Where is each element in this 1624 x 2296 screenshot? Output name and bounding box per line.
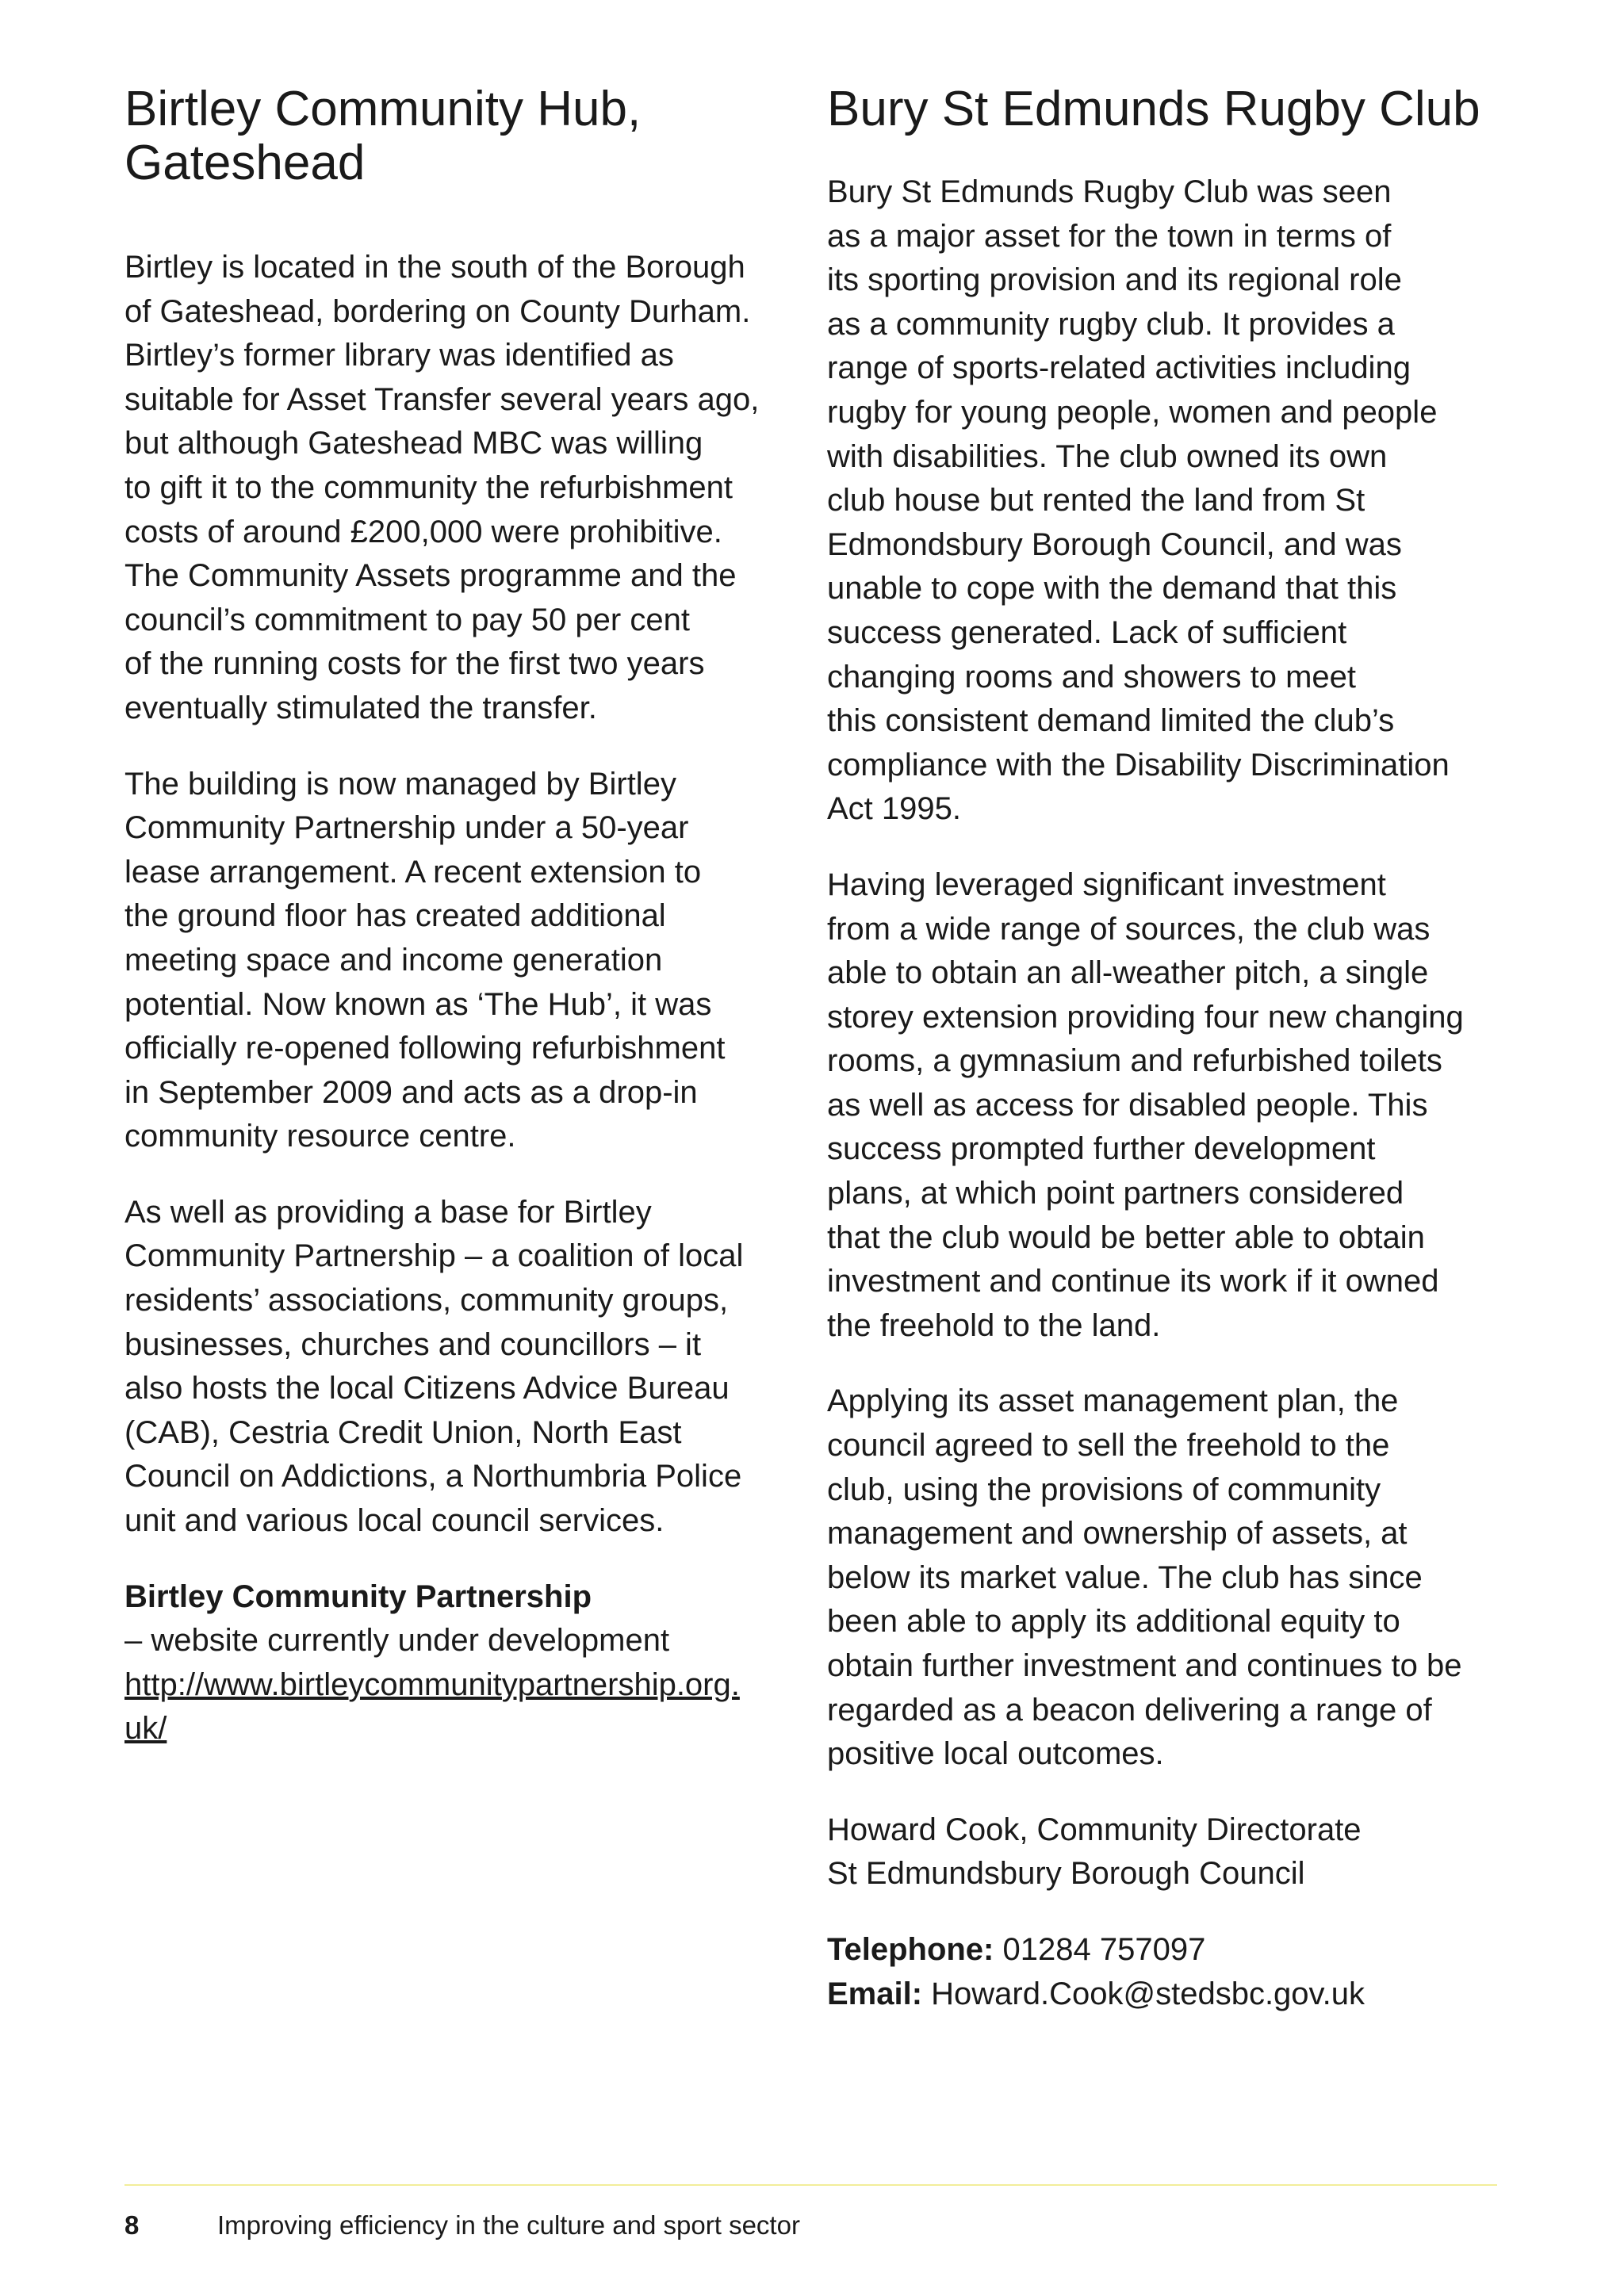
left-paragraph-1: Birtley is located in the south of the Borough of Gateshead, bordering on County Durham. Birtley’s former library was identified as suitable for Asset Transfer several years ago, but although Gateshead MBC was willing to gift it to the community the refurbishment costs of around £200,000 were prohibitive. The Community Assets programme and the council’s commitment to pay 50 per cent of the running costs for the first two years eventually stimulated the transfer. <box>124 250 760 725</box>
left-paragraph-2: The building is now managed by Birtley Community Partnership under a 50-year lease arrangement. A recent extension to the ground floor has created additional meeting space and income generation potential. Now known as ‘The Hub’, it was officially re-opened following refurbishment in September 2009 and acts as a drop-in community resource centre. <box>124 766 726 1154</box>
right-column <box>827 82 1497 2048</box>
right-paragraph-2: Having leveraged significant investment from a wide range of sources, the club was able to obtain an all-weather pitch, a single storey extension providing four new changing rooms, a gymnasium and refurbished toilets as well as access for disabled people. This success prompted further development plans, at which point partners considered that the club would be better able to obtain investment and continue its work if it owned the freehold to the land. <box>827 867 1464 1343</box>
left-contact-name: Birtley Community Partnership <box>124 1578 592 1614</box>
footer-divider <box>124 2184 1497 2186</box>
right-paragraph-3: Applying its asset management plan, the council agreed to sell the freehold to the club, using the provisions of community management and ownership of assets, at below its market value. The club has since been able to apply its additional equity to obtain further investment and continues to be regarded as a beacon delivering a range of positive local outcomes. <box>827 1383 1462 1772</box>
email-value[interactable]: Howard.Cook@stedsbc.gov.uk <box>922 1976 1365 2011</box>
right-contact-person: Howard Cook, Community Directorate St Edmundsbury Borough Council <box>827 1812 1362 1892</box>
publication-title: Improving efficiency in the culture and sport sector <box>217 2210 800 2240</box>
left-contact-note: – website currently under development <box>124 1623 670 1659</box>
page-footer <box>124 2210 800 2241</box>
left-contact-block <box>124 1575 795 1751</box>
right-contact-details <box>827 1928 1497 2016</box>
partnership-website-link[interactable]: http://www.birtleycommunitypartnership.org. uk/ <box>124 1667 740 1747</box>
left-paragraph-3: As well as providing a base for Birtley Community Partnership – a coalition of local residents’ associations, community groups, businesses, churches and councillors – it also hosts the local Citizens Advice Bureau (CAB), Cestria Credit Union, North East Council on Addictions, a Northumbria Police unit and various local council services. <box>124 1194 744 1539</box>
email-label: Email: <box>827 1976 923 2011</box>
right-paragraph-1: Bury St Edmunds Rugby Club was seen as a major asset for the town in terms of its sporting provision and its regional role as a community rugby club. It provides a range of sports-related activities including rugby for young people, women and people with disabilities. The club owned its own club house but rented the land from St Edmondsbury Borough Council, and was unable to cope with the demand that this success generated. Lack of sufficient changing rooms and showers to meet this consistent demand limited the club’s compliance with the Disability Discrimination Act 1995. <box>827 174 1450 827</box>
page-number: 8 <box>124 2210 140 2240</box>
telephone-value: 01284 757097 <box>994 1931 1206 1967</box>
left-article-title: Birtley Community Hub, Gateshead <box>124 82 642 190</box>
left-column <box>124 82 795 1783</box>
right-article-title: Bury St Edmunds Rugby Club <box>827 82 1480 136</box>
telephone-label: Telephone: <box>827 1931 994 1967</box>
